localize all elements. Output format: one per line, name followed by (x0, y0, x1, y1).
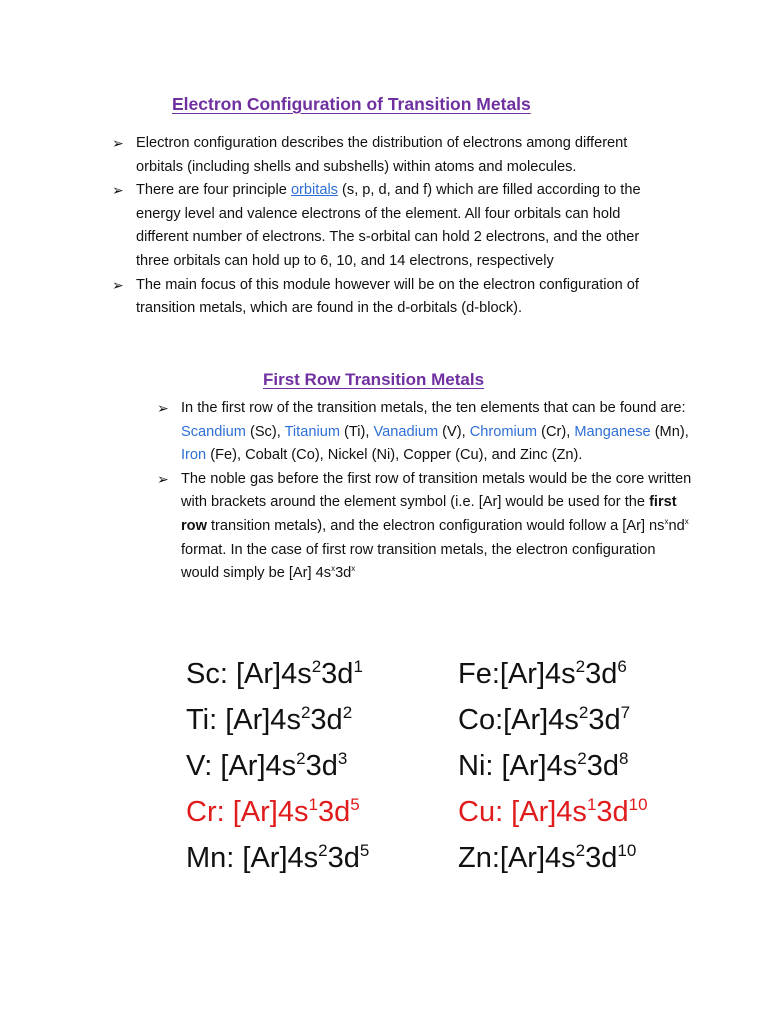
bullet-item (112, 274, 672, 321)
bullet-item (112, 179, 672, 273)
bullet-text: (Cr), (537, 423, 575, 440)
chromium-link[interactable]: Chromium (469, 423, 538, 440)
superscript: x (684, 517, 689, 527)
intro-bullet-list (112, 132, 672, 321)
vanadium-link[interactable]: Vanadium (373, 423, 439, 440)
superscript: x (351, 564, 356, 574)
titanium-link[interactable]: Titanium (284, 423, 340, 440)
bullet-text: (s, p, d, and f) which are filled according to the energy level and valence electrons of the element. All four orbitals can hold different number of electrons. The s-orbital can hold 2 electrons, and the other three orbitals can hold up to 6, 10, and 14 electrons, respectively (136, 182, 641, 269)
bullet-text: Electron configuration describes the distribution of electrons among different orbitals (including shells and subshells) within atoms and molecules. (136, 135, 628, 175)
scandium-link[interactable]: Scandium (181, 423, 246, 440)
configuration-item: $Fe:[Ar]4s^23d^6$ (458, 657, 627, 690)
bullet-text: The main focus of this module however will be on the electron configuration of transition metals, which are found in the d-orbitals (d-block). (136, 276, 639, 317)
bullet-text: (Fe), Cobalt (Co), Nickel (Ni), Copper (Cu), and Zinc (Zn). (206, 447, 583, 464)
bullet-text: (Ti), (339, 423, 374, 440)
superscript: x (664, 517, 669, 527)
bullet-item (157, 397, 692, 468)
bullet-item (112, 132, 672, 179)
bullet-text: There are four principle (136, 182, 291, 199)
arrow-bullet-icon: ➢ (112, 182, 124, 199)
bullet-text: In the first row of the transition metals, the ten elements that can be found are: (181, 400, 686, 416)
superscript: x (331, 564, 336, 574)
arrow-bullet-icon: ➢ (112, 135, 124, 151)
bullet-text: The noble gas before the first row of transition metals would be the core written with brackets around the element symbol (i.e. [Ar] would be used for the (181, 470, 692, 511)
configuration-item: Ti: $[Ar]4s^23d^2$ (186, 703, 353, 736)
arrow-bullet-icon: ➢ (157, 470, 169, 487)
configuration-item: Mn: $[Ar]4s^23d^5$ (186, 841, 370, 874)
arrow-bullet-icon: ➢ (112, 276, 124, 293)
configuration-item: $Co:[Ar]4s^23d^7$ (458, 703, 631, 736)
configuration-item-exception: Cu: $[Ar]4s^13d^{10}$ (458, 795, 648, 828)
bullet-text: 3d (335, 565, 352, 582)
bullet-text: nd (668, 517, 685, 534)
bullet-text: (V), (438, 423, 470, 440)
configuration-item: $Zn:[Ar]4s^23d^{10}$ (458, 841, 637, 874)
orbitals-link[interactable]: orbitals (290, 182, 338, 199)
configuration-item: Ni: $[Ar]4s^23d^8$ (458, 749, 629, 782)
document-title: Electron Configuration of Transition Metals (172, 94, 531, 114)
bullet-text: (Mn), (650, 423, 689, 440)
manganese-link[interactable]: Manganese (574, 423, 651, 440)
configuration-item: Sc: $[Ar]4s^23d^1$ (186, 657, 363, 690)
configuration-item-exception: Cr: $[Ar]4s^13d^5$ (186, 795, 360, 828)
row-bullet-list (157, 397, 692, 586)
bullet-text: (Sc), (245, 423, 285, 440)
section-heading: First Row Transition Metals (263, 370, 485, 389)
bullet-item (157, 468, 692, 586)
iron-link[interactable]: Iron (181, 447, 207, 464)
bullet-text: format. In the case of first row transition metals, the electron configuration would simply be [Ar] 4s (181, 541, 656, 582)
bullet-text: transition metals), and the electron configuration would follow a [Ar] ns (206, 517, 665, 534)
arrow-bullet-icon: ➢ (157, 400, 169, 416)
electron-configuration-grid (186, 655, 706, 877)
configuration-item: V: $[Ar]4s^23d^3$ (186, 749, 348, 782)
bold-text: first row (181, 494, 677, 534)
